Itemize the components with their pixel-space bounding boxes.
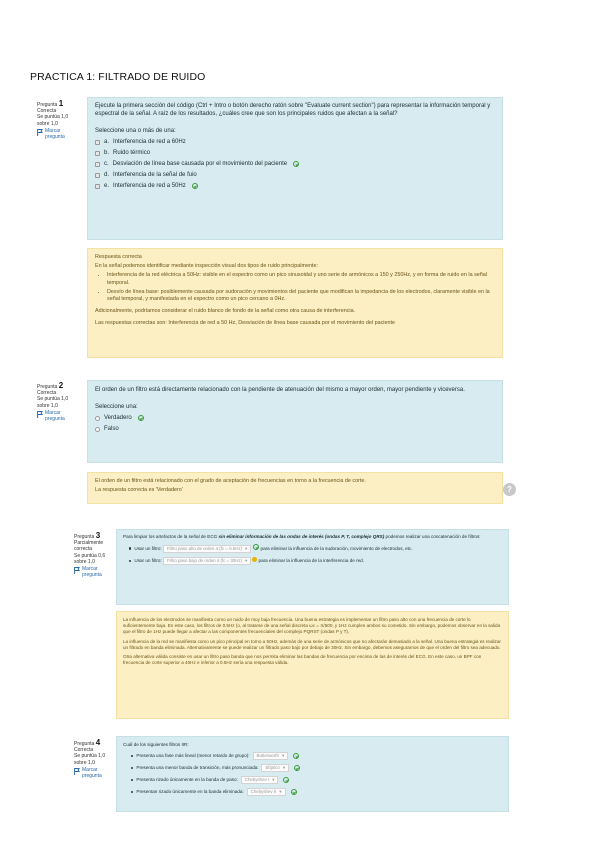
question-text-emphasis: sin eliminar información de las ondas de interés (ondas P, T, complejo QRS) [218, 534, 385, 539]
row-label: Presenta una menor banda de transición, más pronunciada: [136, 765, 259, 771]
question-marks: Se puntúa 1,0 sobre 1,0 [74, 753, 106, 766]
chevron-down-icon: ▾ [272, 777, 275, 783]
question-text: El orden de un filtro está directamente relacionado con la pendiente de atenuación del mismo a mayor orden, mayor pendiente y viceversa. [95, 387, 465, 393]
feedback-item: • Interferencia de la red eléctrica a 50Hz: visible en el espectro como un pico sinusoidal y uno serie de armónicos a 150 y 250Hz, y en forma de ruido en la señal temporal. [107, 272, 495, 286]
question-label: Pregunta [37, 384, 58, 390]
question-feedback [87, 472, 503, 504]
chevron-down-icon: ▾ [245, 545, 248, 551]
question-info [37, 383, 77, 422]
feedback-paragraph: Otra alternativa válida consiste en usar un filtro paso banda que nos permita eliminar las bandas de frecuencia por encima de las de interés del ECG. En este caso, un BPF con frecuencia de corte superior a 40Hz e inferior a 0.5Hz sería una respuesta válida. [123, 654, 482, 666]
flag-label: Marcar pregunta [45, 127, 65, 141]
question-text [123, 534, 502, 540]
feedback-extra: Adicionalmente, podríamos considerar el ruido blanco de fondo de la señal como otra causa de interferencia. [95, 308, 356, 315]
option-label: Ruido térmico [113, 150, 151, 156]
question-marks: Se puntúa 1,0 sobre 1,0 [37, 396, 69, 409]
option-letter: e. [104, 183, 110, 189]
select-value: Filtro paso alto de orden 4 (fc = 0.5Hz) [167, 545, 243, 551]
question-feedback [87, 248, 503, 358]
chevron-down-icon: ▾ [281, 753, 285, 759]
checkbox[interactable] [95, 184, 100, 189]
match-row [129, 544, 502, 553]
question-marks: Se puntúa 1,0 sobre 1,0 [37, 114, 69, 127]
feedback-intro: En la señal podemos identificar mediante inspección visual dos tipos de ruido principalmente: [95, 263, 318, 270]
match-row [131, 776, 502, 784]
bullet [131, 767, 133, 769]
answer-option-e[interactable] [95, 182, 495, 190]
correct-check-icon [138, 415, 144, 421]
question-prompt: Seleccione una o más de una: [95, 128, 176, 134]
answer-option-true[interactable] [95, 414, 495, 422]
question-state: Parcialmente correcta [74, 540, 104, 553]
match-row [131, 788, 502, 796]
question-info [37, 101, 77, 140]
question-info [74, 740, 116, 779]
filter-select[interactable] [163, 557, 251, 565]
option-label: Interferencia de red a 60Hz [113, 139, 186, 145]
filter-type-select[interactable] [253, 752, 289, 760]
question-label: Pregunta [74, 534, 95, 540]
answer-option-false[interactable] [95, 425, 495, 433]
answer-option-b[interactable] [95, 149, 495, 157]
bullet [129, 560, 131, 562]
flag-label: Marcar pregunta [82, 566, 102, 579]
flag-question-link[interactable] [74, 566, 116, 578]
feedback-paragraph: La influencia de los electrodos se manifiesta como un ruido de muy baja frecuencia. Una buena estrategia es implementar un filtro paso alto con una frecuencia de corte lo suficientemente baja. En este caso, los filtros de 0.5Hz (o, al tratarse de una señal discreta ωc = π/500, y 1Hz cumplen ambos su cometido. Sin embargo, podemos observar en la salida que el filtro de 1Hz puede llegar a afectar a las componentes frecuenciales del complejo PQRST (ondas P y T). [123, 617, 501, 635]
option-label: Falso [104, 426, 119, 432]
bullet [129, 547, 131, 549]
flag-question-link[interactable] [74, 767, 116, 779]
question-prompt: Seleccione una: [95, 404, 138, 410]
row-label: Presentan rizado únicamente en la banda eliminada: [136, 789, 244, 795]
question-num: 3 [95, 531, 101, 540]
option-letter: a. [104, 139, 110, 145]
row-label: Presenta una fase más lineal (menor retardo de grupo): [136, 753, 250, 759]
option-label: Desviación de línea base causada por el movimiento del paciente [112, 161, 288, 167]
checkbox[interactable] [95, 140, 100, 145]
option-label: Interferencia de red a 50Hz [113, 183, 186, 189]
radio-button[interactable] [95, 427, 100, 432]
question-text-part: podemos realizar una concatenación de filtros: [385, 534, 481, 539]
chevron-down-icon: ▾ [282, 765, 286, 771]
bullet [131, 755, 133, 757]
checkbox[interactable] [95, 173, 100, 178]
correct-check-icon [294, 765, 300, 771]
correct-answer: Las respuestas correctas son: Interferencia de red a 50 Hz, Desviación de línea base causada por el movimiento del paciente [95, 320, 395, 327]
question-formulation [116, 529, 509, 605]
flag-icon [74, 768, 80, 775]
question-feedback [116, 611, 509, 719]
question-number [37, 101, 77, 108]
correct-check-icon [293, 161, 299, 167]
question-num: 2 [58, 381, 64, 390]
correct-check-icon [293, 753, 299, 759]
incorrect-icon [252, 557, 257, 562]
question-text: Ejecute la primera sección del código (Ctrl + Intro o botón derecho ratón sobre "Evaluate current section") para representar la información temporal y espectral de la señal. A raíz de los resultados, ¿cuáles cree que son los principales ruidos que afectan a la señal? [95, 103, 491, 117]
option-label: Verdadero [104, 415, 132, 421]
match-row [129, 557, 502, 565]
feedback-paragraph: La influencia de la red se manifiesta como un pico principal en torno a 50Hz, además de una serie de armónicos que no afectarán demasiado a la señal. Una buena estrategia es realizar un filtrado en banda eliminada. Alternativamente se puede realizar un filtrado paso bajo por debajo de 30Hz. Sin embargo, debemos asegurarnos de que el orden del filtro sea adecuado. [123, 638, 501, 650]
feedback-title: Respuesta correcta [95, 254, 142, 260]
checkbox[interactable] [95, 151, 100, 156]
correct-check-icon [192, 183, 198, 189]
question-text-part: Para limpiar los artefactos de la señal de ECG [123, 534, 218, 539]
question-formulation [116, 736, 509, 812]
select-value: Elíptico [265, 765, 280, 771]
question-num: 1 [58, 99, 64, 108]
question-state: Correcta [37, 108, 57, 115]
bullet [131, 779, 133, 781]
question-number [74, 740, 116, 747]
checkbox[interactable] [95, 162, 100, 167]
feedback-list [107, 272, 495, 303]
question-marks: Se puntúa 0,6 sobre 1,0 [74, 552, 106, 565]
question-number [37, 383, 77, 390]
question-formulation [87, 380, 503, 463]
row-label: Usar un filtro: [134, 558, 162, 564]
match-row [131, 752, 502, 760]
row-label: Usar un filtro: [134, 546, 162, 552]
flag-question-link[interactable] [37, 128, 77, 140]
correct-check-icon [291, 789, 297, 795]
row-description: para eliminar la influencia de la interferencia de red. [258, 558, 365, 564]
bullet [131, 791, 133, 793]
row-label: Presenta rizado únicamente en la banda de paso: [136, 777, 238, 783]
question-label: Pregunta [37, 102, 58, 108]
help-button[interactable]: ? [503, 483, 516, 496]
select-value: Chebyshev I [244, 777, 270, 783]
filter-type-select[interactable] [241, 776, 279, 784]
feedback-text: El orden de un filtro está relacionado con el grado de aceptación de frecuencias en torno a la frecuencia de corte. [95, 478, 366, 484]
flag-icon [74, 567, 80, 574]
flag-label: Marcar pregunta [45, 409, 65, 423]
question-number [74, 533, 116, 540]
select-value: Butterworth [256, 753, 279, 759]
filter-select[interactable] [163, 545, 251, 553]
option-letter: c. [104, 161, 109, 167]
option-letter: d. [104, 172, 110, 178]
filter-type-select[interactable] [261, 764, 289, 772]
flag-question-link[interactable] [37, 410, 77, 422]
row-description: para eliminar la influencia de la sudoración, movimiento de electrodos, etc. [260, 546, 413, 552]
question-state: Correcta [37, 390, 57, 397]
question-label: Pregunta [74, 741, 95, 747]
flag-label: Marcar pregunta [82, 766, 102, 780]
flag-icon [37, 411, 43, 418]
flag-icon [37, 129, 43, 136]
select-value: Filtro paso bajo de orden 4 (fc = 30Hz) [167, 557, 243, 563]
radio-button[interactable] [95, 416, 100, 421]
question-formulation [87, 97, 503, 240]
select-value: Chebyshev II [250, 789, 277, 795]
correct-answer: La respuesta correcta es 'Verdadero' [95, 487, 183, 494]
feedback-item: • Desvío de línea base: posiblemente causada por sudoración y movimientos del paciente que modifican la impedancia de los electrodos, claramente visible en la señal temporal, y manifestada en el espectro como un pico cercano a 0Hz. [107, 289, 495, 303]
page-title: PRACTICA 1: FILTRADO DE RUIDO [30, 71, 206, 83]
chevron-down-icon: ▾ [279, 789, 282, 795]
answer-option-c[interactable] [95, 160, 495, 168]
correct-check-icon [253, 544, 259, 550]
question-text: Cuál de los siguientes filtros IIR: [123, 742, 189, 747]
answer-option-d[interactable] [95, 171, 495, 179]
chevron-down-icon: ▾ [245, 557, 248, 563]
filter-type-select[interactable] [247, 788, 286, 796]
question-info [74, 533, 116, 578]
match-row [131, 764, 502, 772]
answer-option-a[interactable] [95, 138, 495, 146]
question-num: 4 [95, 738, 101, 747]
option-letter: b. [104, 150, 110, 156]
question-state: Correcta [74, 747, 94, 754]
option-label: Interferencia de la señal de fuio [113, 172, 197, 178]
correct-check-icon [283, 777, 289, 783]
